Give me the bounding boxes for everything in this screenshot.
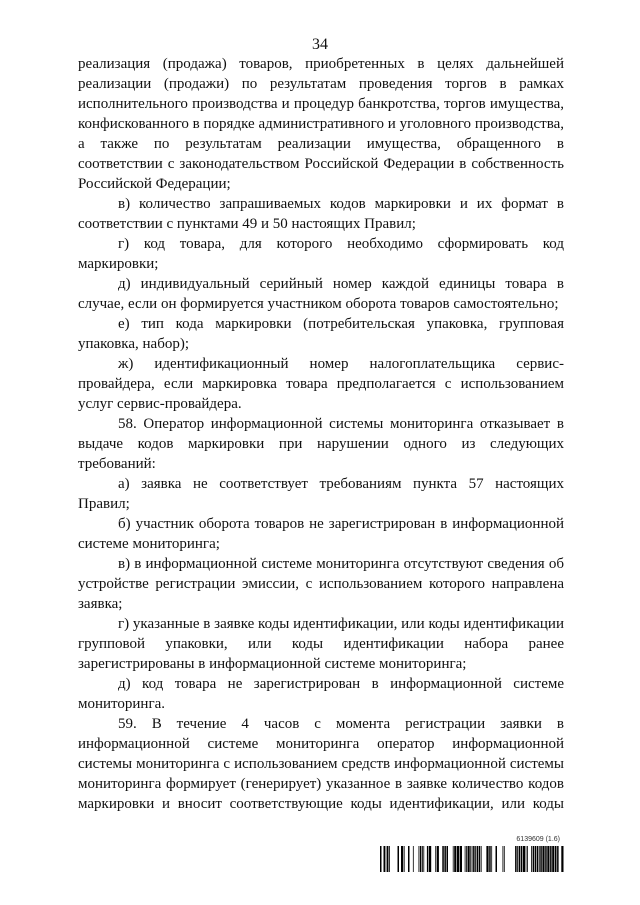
paragraph: в) количество запрашиваемых кодов маркировки и их формат в соответствии с пунктами 49 и 50 настоящих Правил; (78, 196, 564, 232)
paragraph: реализация (продажа) товаров, приобретенных в целях дальнейшей реализации (продажи) по результатам проведения торгов в рамках исполнительного производства и процедур банкротства, торгов имущества, конфискованного в порядке административного и уголовного производства, а также по результатам реализации имущества, обращенного в соответствии с законодательством Российской Федерации в собственность Российской Федерации; (78, 56, 564, 192)
paragraph: 59. В течение 4 часов с момента регистрации заявки в информационной системе мониторинга оператор информационной системы мониторинга с использованием средств информационной системы мониторинга формирует (генерирует) указанное в заявке количество кодов маркировки и вносит соответствующие коды идентификации, или коды (78, 716, 564, 812)
document-body (78, 54, 564, 814)
paragraph: в) в информационной системе мониторинга отсутствуют сведения об устройстве регистрации эмиссии, с использованием которого направлена заявка; (78, 556, 564, 612)
paragraph: 58. Оператор информационной системы мониторинга отказывает в выдаче кодов маркировки при нарушении одного из следующих требований: (78, 416, 564, 472)
paragraph: ж) идентификационный номер налогоплательщика сервис-провайдера, если маркировка товара предполагается с использованием услуг сервис-провайдера. (78, 356, 564, 412)
paragraph: е) тип кода маркировки (потребительская упаковка, групповая упаковка, набор); (78, 316, 564, 352)
page-number: 34 (312, 36, 328, 53)
paragraph: г) указанные в заявке коды идентификации, или коды идентификации групповой упаковки, или коды идентификации набора ранее зарегистрированы в информационной системе мониторинга; (78, 616, 564, 672)
paragraph: г) код товара, для которого необходимо сформировать код маркировки; (78, 236, 564, 272)
paragraph: а) заявка не соответствует требованиям пункта 57 настоящих Правил; (78, 476, 564, 512)
paragraph: б) участник оборота товаров не зарегистрирован в информационной системе мониторинга; (78, 516, 564, 552)
barcode-icon (380, 846, 564, 872)
paragraph: д) код товара не зарегистрирован в информационной системе мониторинга. (78, 676, 564, 712)
paragraph: д) индивидуальный серийный номер каждой единицы товара в случае, если он формируется участником оборота товаров самостоятельно; (78, 276, 564, 312)
document-code: 6139609 (1.6) (516, 836, 560, 843)
